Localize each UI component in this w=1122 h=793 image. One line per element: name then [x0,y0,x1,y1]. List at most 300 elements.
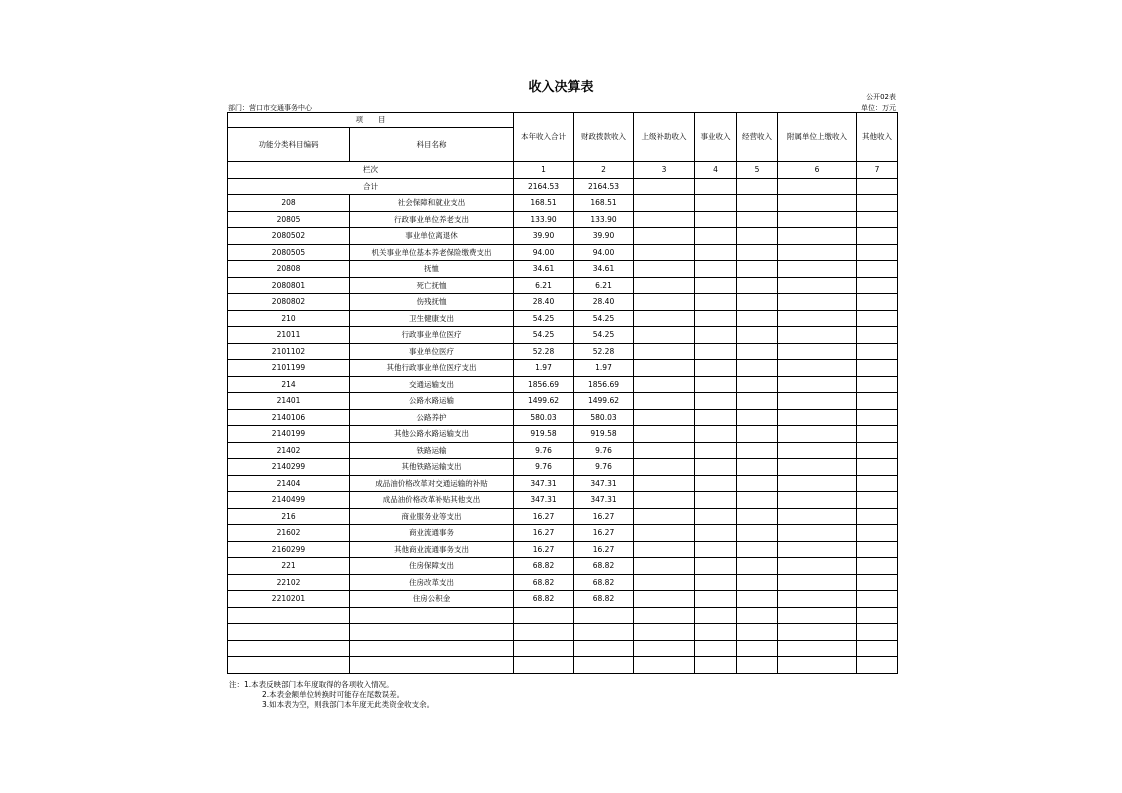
empty-cell [778,591,857,608]
name-cell: 公路养护 [350,409,514,426]
empty-cell [778,376,857,393]
total-cell: 133.90 [514,211,574,228]
code-cell: 2080802 [228,294,350,311]
empty-cell [737,228,778,245]
empty-cell [634,492,695,509]
total-cell: 54.25 [514,310,574,327]
column-index-4: 4 [695,162,737,179]
empty-cell [857,343,898,360]
code-cell: 214 [228,376,350,393]
fiscal-cell: 54.25 [574,327,634,344]
empty-cell [634,211,695,228]
empty-cell [737,211,778,228]
empty-cell [778,211,857,228]
empty-cell [228,640,350,657]
name-cell: 成品油价格改革补贴其他支出 [350,492,514,509]
blank-row [228,657,898,674]
code-cell: 210 [228,310,350,327]
empty-cell [695,178,737,195]
empty-cell [778,541,857,558]
superior-header: 上级补助收入 [634,113,695,162]
table-row [228,442,898,459]
empty-cell [778,459,857,476]
table-row [228,261,898,278]
empty-cell [634,607,695,624]
name-cell: 其他铁路运输支出 [350,459,514,476]
empty-cell [695,525,737,542]
empty-cell [857,327,898,344]
total-cell: 54.25 [514,327,574,344]
empty-cell [695,426,737,443]
code-cell: 21404 [228,475,350,492]
code-cell: 20805 [228,211,350,228]
table-row [228,541,898,558]
form-number: 公开02表 [866,93,896,101]
code-cell: 2210201 [228,591,350,608]
empty-cell [737,195,778,212]
name-header: 科目名称 [350,128,514,162]
empty-cell [778,343,857,360]
note-1: 注：1.本表反映部门本年度取得的各项收入情况。 [229,680,394,689]
code-cell: 21402 [228,442,350,459]
empty-cell [857,426,898,443]
empty-cell [737,393,778,410]
item-header: 项 目 [228,113,514,128]
empty-cell [778,310,857,327]
table-row [228,360,898,377]
empty-cell [634,459,695,476]
empty-cell [778,508,857,525]
fiscal-cell: 52.28 [574,343,634,360]
fiscal-cell: 94.00 [574,244,634,261]
blank-row [228,607,898,624]
empty-cell [737,261,778,278]
fiscal-cell: 34.61 [574,261,634,278]
affiliated-header: 附属单位上缴收入 [778,113,857,162]
code-cell: 2101199 [228,360,350,377]
empty-cell [634,261,695,278]
empty-cell [634,409,695,426]
column-index-6: 6 [778,162,857,179]
code-cell: 2140299 [228,459,350,476]
code-cell: 2140499 [228,492,350,509]
fiscal-cell: 39.90 [574,228,634,245]
empty-cell [634,294,695,311]
table-row [228,475,898,492]
total-cell: 16.27 [514,525,574,542]
empty-cell [737,442,778,459]
fiscal-cell: 68.82 [574,591,634,608]
empty-cell [695,261,737,278]
fiscal-cell: 347.31 [574,475,634,492]
empty-cell [737,475,778,492]
fiscal-cell: 28.40 [574,294,634,311]
fiscal-cell: 6.21 [574,277,634,294]
empty-cell [737,277,778,294]
empty-cell [634,541,695,558]
summary-total: 2164.53 [514,178,574,195]
total-cell: 919.58 [514,426,574,443]
name-cell: 住房改革支出 [350,574,514,591]
empty-cell [228,657,350,674]
total-cell: 168.51 [514,195,574,212]
empty-cell [634,327,695,344]
total-cell: 6.21 [514,277,574,294]
empty-cell [737,541,778,558]
fiscal-cell: 1.97 [574,360,634,377]
total-cell: 1856.69 [514,376,574,393]
total-cell: 39.90 [514,228,574,245]
empty-cell [857,558,898,575]
empty-cell [778,574,857,591]
name-cell: 事业单位离退休 [350,228,514,245]
table-row [228,492,898,509]
empty-cell [857,195,898,212]
empty-cell [737,360,778,377]
name-cell: 住房公积金 [350,591,514,608]
fiscal-cell: 133.90 [574,211,634,228]
fiscal-cell: 347.31 [574,492,634,509]
name-cell: 商业服务业等支出 [350,508,514,525]
empty-cell [778,393,857,410]
empty-cell [857,442,898,459]
blank-row [228,640,898,657]
empty-cell [857,574,898,591]
fiscal-cell: 1499.62 [574,393,634,410]
name-cell: 商业流通事务 [350,525,514,542]
empty-cell [695,640,737,657]
table-row [228,376,898,393]
empty-cell [857,475,898,492]
empty-cell [778,178,857,195]
empty-cell [634,624,695,641]
column-index-label: 栏次 [228,162,514,179]
column-index-1: 1 [514,162,574,179]
table-row [228,343,898,360]
empty-cell [634,508,695,525]
empty-cell [737,426,778,443]
code-cell: 2080801 [228,277,350,294]
fiscal-cell: 9.76 [574,442,634,459]
empty-cell [695,574,737,591]
code-cell: 22102 [228,574,350,591]
empty-cell [857,607,898,624]
name-cell: 其他商业流通事务支出 [350,541,514,558]
empty-cell [737,244,778,261]
code-cell: 208 [228,195,350,212]
empty-cell [737,376,778,393]
income-table [227,112,898,674]
empty-cell [857,508,898,525]
name-cell: 死亡抚恤 [350,277,514,294]
empty-cell [857,277,898,294]
empty-cell [857,310,898,327]
summary-row [228,178,898,195]
empty-cell [857,657,898,674]
empty-cell [778,475,857,492]
column-index-row [228,162,898,179]
empty-cell [695,327,737,344]
total-cell: 580.03 [514,409,574,426]
code-cell: 21401 [228,393,350,410]
empty-cell [737,624,778,641]
empty-cell [634,475,695,492]
empty-cell [634,591,695,608]
empty-cell [228,624,350,641]
table-row [228,558,898,575]
empty-cell [695,459,737,476]
table-row [228,277,898,294]
empty-cell [350,607,514,624]
empty-cell [737,310,778,327]
department-label: 部门：营口市交通事务中心 [228,104,312,112]
empty-cell [857,409,898,426]
empty-cell [695,508,737,525]
empty-cell [695,244,737,261]
empty-cell [695,195,737,212]
total-cell: 16.27 [514,541,574,558]
operating-header: 经营收入 [737,113,778,162]
empty-cell [574,657,634,674]
total-cell: 347.31 [514,492,574,509]
fiscal-cell: 54.25 [574,310,634,327]
empty-cell [737,294,778,311]
code-header: 功能分类科目编码 [228,128,350,162]
empty-cell [737,591,778,608]
empty-cell [778,624,857,641]
empty-cell [778,327,857,344]
name-cell: 机关事业单位基本养老保险缴费支出 [350,244,514,261]
other-header: 其他收入 [857,113,898,162]
empty-cell [737,409,778,426]
notes [229,680,434,710]
table-row [228,459,898,476]
total-cell: 52.28 [514,343,574,360]
empty-cell [857,393,898,410]
empty-cell [634,393,695,410]
name-cell: 铁路运输 [350,442,514,459]
empty-cell [737,574,778,591]
empty-cell [737,492,778,509]
empty-cell [695,294,737,311]
empty-cell [857,360,898,377]
name-cell: 交通运输支出 [350,376,514,393]
table-row [228,310,898,327]
total-cell: 1499.62 [514,393,574,410]
table-row [228,574,898,591]
empty-cell [737,508,778,525]
name-cell: 成品油价格改革对交通运输的补贴 [350,475,514,492]
total-cell: 9.76 [514,442,574,459]
empty-cell [634,640,695,657]
empty-cell [695,211,737,228]
empty-cell [634,426,695,443]
name-cell: 行政事业单位养老支出 [350,211,514,228]
fiscal-cell: 919.58 [574,426,634,443]
column-index-2: 2 [574,162,634,179]
empty-cell [737,459,778,476]
empty-cell [857,624,898,641]
empty-cell [695,558,737,575]
empty-cell [695,310,737,327]
empty-cell [514,657,574,674]
empty-cell [634,525,695,542]
code-cell: 21011 [228,327,350,344]
empty-cell [778,277,857,294]
empty-cell [634,657,695,674]
empty-cell [574,624,634,641]
code-cell: 216 [228,508,350,525]
table-row [228,211,898,228]
empty-cell [857,376,898,393]
empty-cell [574,607,634,624]
empty-cell [737,657,778,674]
empty-cell [857,261,898,278]
empty-cell [737,640,778,657]
empty-cell [695,624,737,641]
empty-cell [695,492,737,509]
empty-cell [695,442,737,459]
header-row-1 [228,113,898,128]
table-row [228,409,898,426]
empty-cell [737,607,778,624]
empty-cell [695,607,737,624]
table-row [228,294,898,311]
empty-cell [634,558,695,575]
empty-cell [857,541,898,558]
table-body [228,195,898,674]
code-cell: 2080505 [228,244,350,261]
empty-cell [778,442,857,459]
name-cell: 住房保障支出 [350,558,514,575]
name-cell: 公路水路运输 [350,393,514,410]
total-cell: 68.82 [514,574,574,591]
empty-cell [228,607,350,624]
table-row [228,426,898,443]
fiscal-cell: 580.03 [574,409,634,426]
empty-cell [857,294,898,311]
empty-cell [778,244,857,261]
empty-cell [634,574,695,591]
table-row [228,508,898,525]
empty-cell [857,211,898,228]
name-cell: 伤残抚恤 [350,294,514,311]
empty-cell [634,277,695,294]
empty-cell [778,360,857,377]
name-cell: 其他公路水路运输支出 [350,426,514,443]
code-cell: 2140106 [228,409,350,426]
total-cell: 16.27 [514,508,574,525]
column-index-5: 5 [737,162,778,179]
total-cell: 68.82 [514,591,574,608]
name-cell: 行政事业单位医疗 [350,327,514,344]
empty-cell [778,409,857,426]
empty-cell [778,195,857,212]
total-cell: 28.40 [514,294,574,311]
code-cell: 2101102 [228,343,350,360]
note-2: 2.本表金额单位转换时可能存在尾数误差。 [262,690,405,699]
empty-cell [857,640,898,657]
name-cell: 卫生健康支出 [350,310,514,327]
empty-cell [778,492,857,509]
total-cell: 68.82 [514,558,574,575]
fiscal-cell: 168.51 [574,195,634,212]
empty-cell [514,607,574,624]
empty-cell [695,277,737,294]
table-row [228,244,898,261]
fiscal-cell: 9.76 [574,459,634,476]
empty-cell [634,442,695,459]
fiscal-cell: 16.27 [574,508,634,525]
empty-cell [695,393,737,410]
summary-label: 合计 [228,178,514,195]
column-index-7: 7 [857,162,898,179]
empty-cell [778,607,857,624]
empty-cell [695,475,737,492]
empty-cell [778,657,857,674]
empty-cell [350,624,514,641]
column-index-3: 3 [634,162,695,179]
empty-cell [778,558,857,575]
empty-cell [857,178,898,195]
code-cell: 221 [228,558,350,575]
empty-cell [695,376,737,393]
empty-cell [857,459,898,476]
fiscal-cell: 1856.69 [574,376,634,393]
table-row [228,591,898,608]
empty-cell [778,525,857,542]
name-cell: 抚恤 [350,261,514,278]
fiscal-header: 财政拨款收入 [574,113,634,162]
code-cell: 20808 [228,261,350,278]
empty-cell [695,591,737,608]
code-cell: 21602 [228,525,350,542]
blank-row [228,624,898,641]
name-cell: 社会保障和就业支出 [350,195,514,212]
total-header: 本年收入合计 [514,113,574,162]
fiscal-cell: 68.82 [574,558,634,575]
code-cell: 2160299 [228,541,350,558]
code-cell: 2140199 [228,426,350,443]
empty-cell [695,409,737,426]
summary-fiscal: 2164.53 [574,178,634,195]
empty-cell [634,244,695,261]
empty-cell [737,327,778,344]
empty-cell [737,558,778,575]
empty-cell [350,657,514,674]
fiscal-cell: 16.27 [574,541,634,558]
empty-cell [778,426,857,443]
empty-cell [514,624,574,641]
empty-cell [634,343,695,360]
empty-cell [350,640,514,657]
note-3: 3.如本表为空，则我部门本年度无此类资金收支余。 [262,700,435,709]
total-cell: 1.97 [514,360,574,377]
table-row [228,228,898,245]
empty-cell [737,343,778,360]
total-cell: 34.61 [514,261,574,278]
empty-cell [857,244,898,261]
name-cell: 事业单位医疗 [350,343,514,360]
table-row [228,525,898,542]
code-cell: 2080502 [228,228,350,245]
total-cell: 347.31 [514,475,574,492]
fiscal-cell: 16.27 [574,525,634,542]
empty-cell [778,294,857,311]
empty-cell [857,525,898,542]
empty-cell [857,492,898,509]
empty-cell [778,261,857,278]
